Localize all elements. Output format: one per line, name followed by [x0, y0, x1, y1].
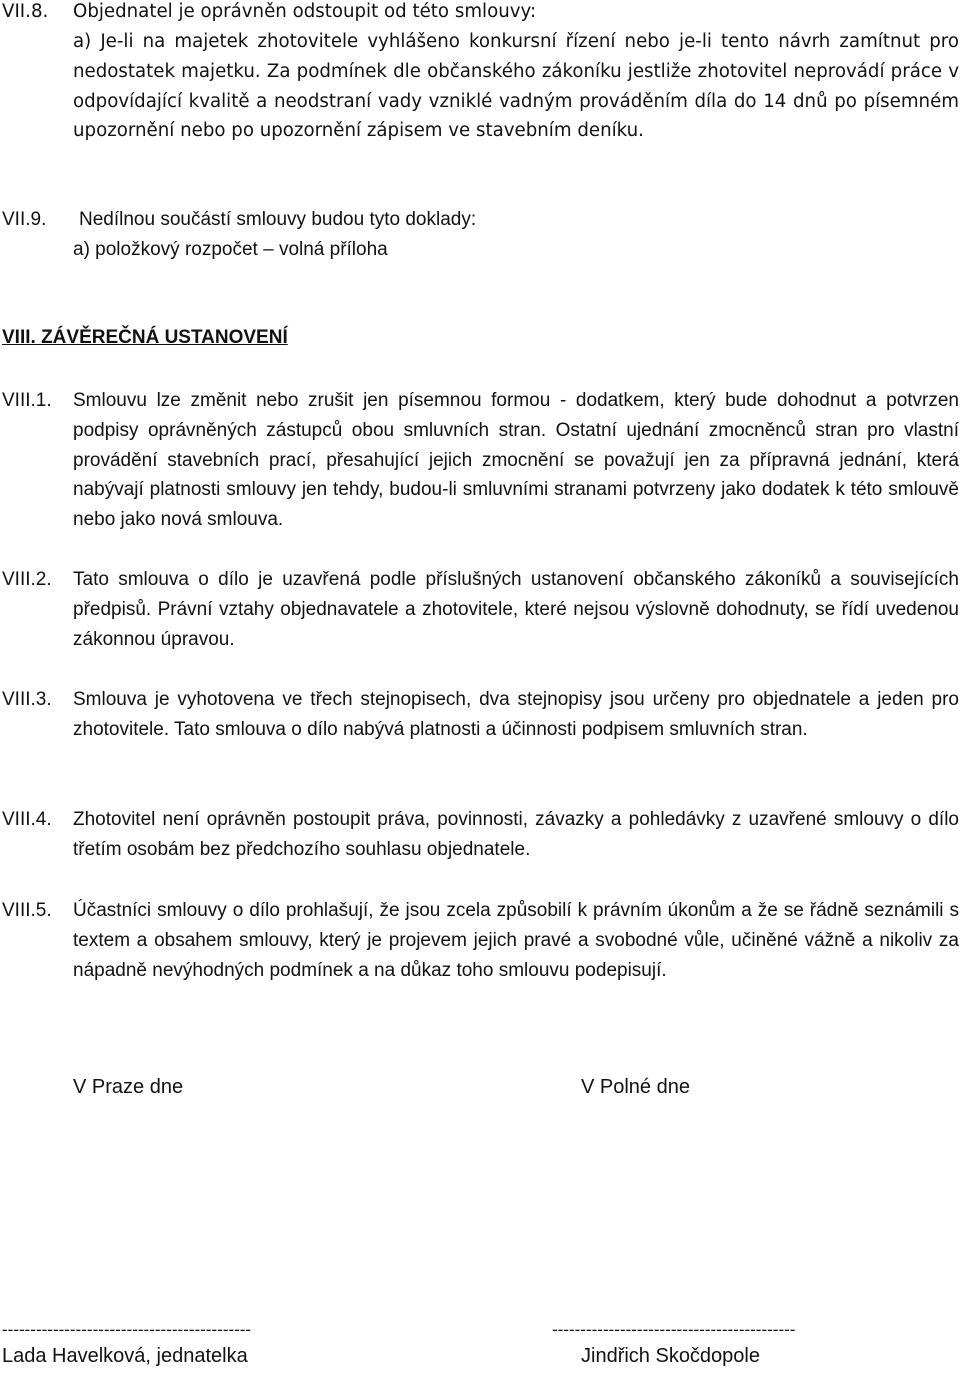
section-text: Smlouva je vyhotovena ve třech stejnopisech, dva stejnopisy jsou určeny pro objednatele a jeden pro zhotovitele. Tato smlouva o dílo nabývá platnosti a účinnosti podpisem smluvních stran. [73, 689, 959, 740]
section-number: VIII.3. [2, 689, 52, 710]
section-heading-viii: VIII. ZÁVĚREČNÁ USTANOVENÍ [2, 327, 288, 348]
signature-line-left: -------------------------------------------- [2, 1320, 252, 1339]
section-number: VIII.2. [2, 569, 52, 590]
section-text: Účastníci smlouvy o dílo prohlašují, že jsou zcela způsobilí k právním úkonům a že se řádně seznámili s textem a obsahem smlouvy, který je projevem jejich pravé a svobodné vůle, učiněné vážně a nikoliv za nápadně nevýhodných podmínek a na důkaz toho smlouvu podepisují. [73, 900, 959, 981]
section-clause-a: a) položkový rozpočet – volná příloha [73, 239, 388, 260]
section-number: VIII.1. [2, 390, 52, 411]
section-text: Zhotovitel není oprávněn postoupit práva, povinnosti, závazky a pohledávky z uzavřené smlouvy o dílo třetím osobám bez předchozího souhlasu objednatele. [73, 809, 959, 860]
signature-line-right: ------------------------------------------- [552, 1320, 796, 1339]
signature-place-right: V Polné dne [581, 1076, 690, 1098]
section-text: Tato smlouva o dílo je uzavřená podle příslušných ustanovení občanského zákoníků a souvisejících předpisů. Právní vztahy objednavatele a zhotovitele, které nejsou výslovně dohodnuty, se řídí uvedenou zákonnou úpravou. [73, 569, 959, 650]
section-clause-a: a) Je-li na majetek zhotovitele vyhlášeno konkursní řízení nebo je-li tento návrh zamítnut pro nedostatek majetku. Za podmínek dle občanského zákoníku jestliže zhotovitel neprovádí práce v odpovídající kvalitě a neodstraní vady vzniklé vadným prováděním díla do 14 dnů po písemném upozornění nebo po upozornění zápisem ve stavebním deníku. [73, 31, 959, 142]
section-number: VIII.4. [2, 809, 52, 830]
section-text: Smlouvu lze změnit nebo zrušit jen písemnou formou - dodatkem, který bude dohodnut a potvrzen podpisy oprávněných zástupců obou smluvních stran. Ostatní ujednání zmocněnců stran pro vlastní provádění stavebních prací, přesahující jejich zmocnění se považují jen za přípravná jednání, která nabývají platnosti smlouvy jen tehdy, budou-li smluvními stranami potvrzeny jako dodatek k této smlouvě nebo jako nová smlouva. [73, 390, 959, 531]
section-intro: Objednatel je oprávněn odstoupit od této smlouvy: [73, 1, 537, 22]
signatory-name-right: Jindřich Skočdopole [581, 1345, 760, 1367]
signature-place-left: V Praze dne [73, 1076, 184, 1098]
section-number: VII.9. [2, 209, 47, 230]
section-number: VII.8. [2, 1, 49, 22]
section-intro: Nedílnou součástí smlouvy budou tyto doklady: [79, 209, 477, 230]
section-number: VIII.5. [2, 900, 52, 921]
signatory-name-left: Lada Havelková, jednatelka [2, 1345, 248, 1367]
